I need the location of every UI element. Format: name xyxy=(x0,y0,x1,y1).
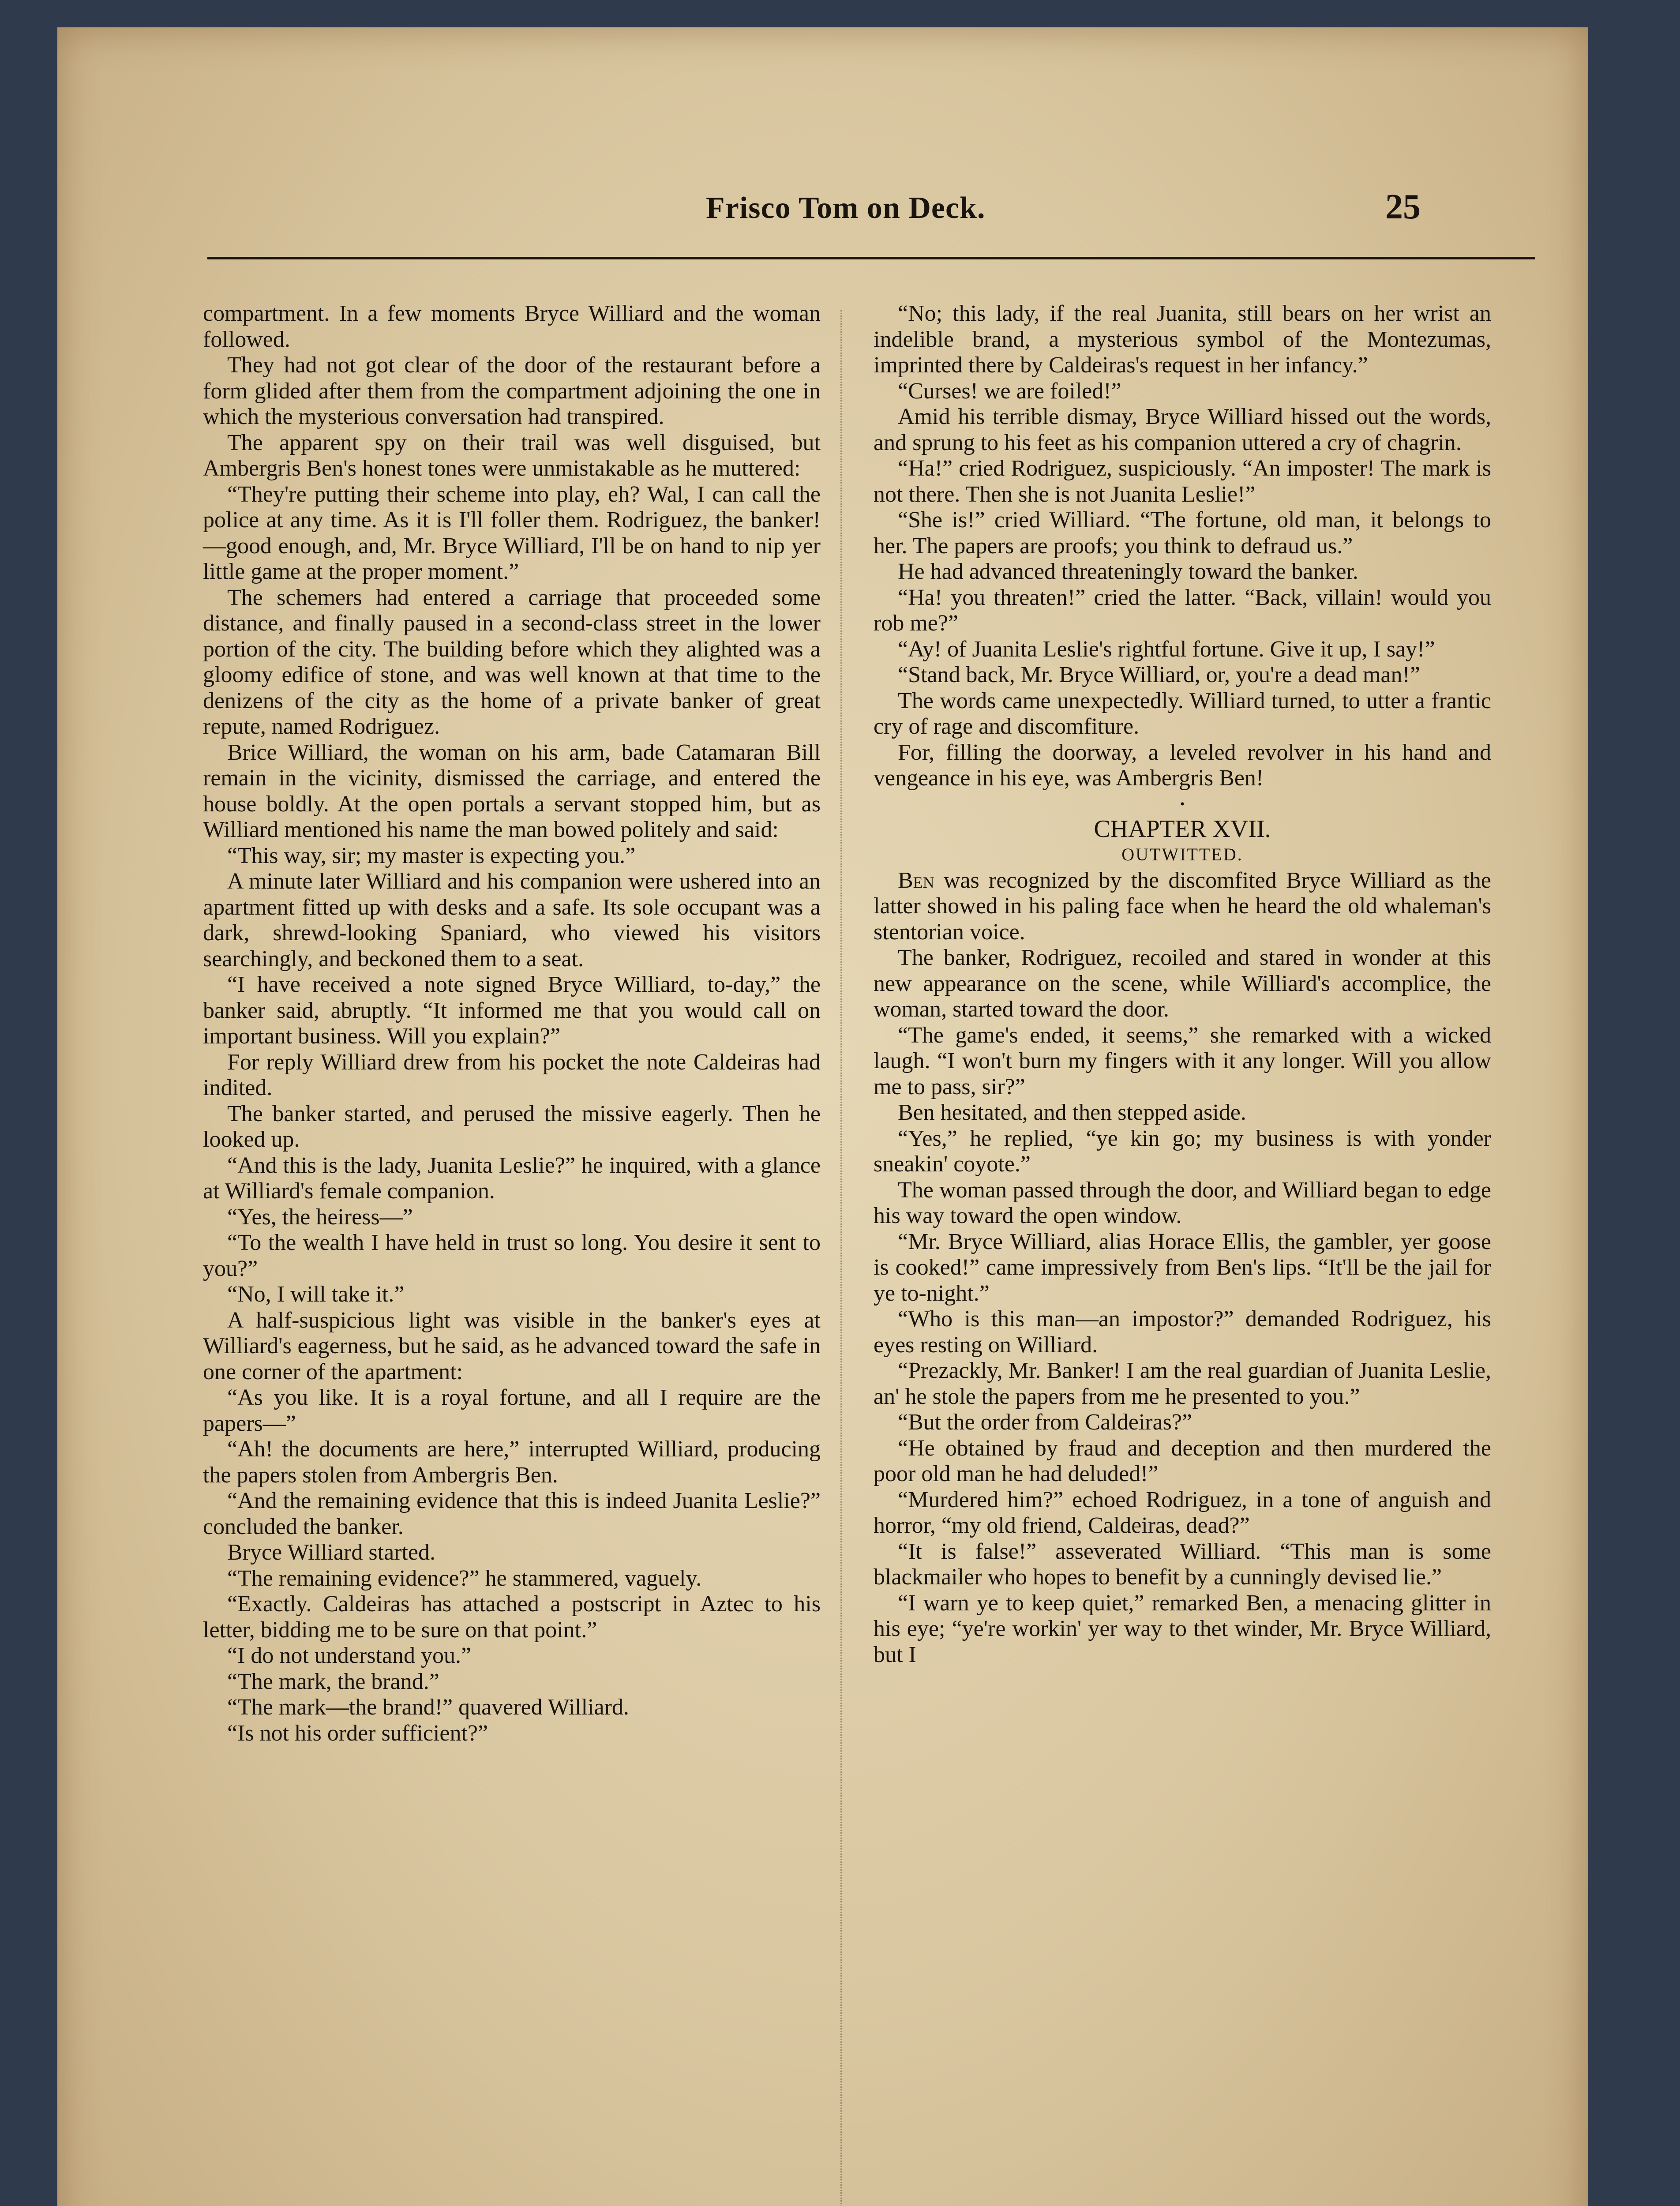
paragraph: “And this is the lady, Juanita Leslie?” he inquired, with a glance at Williard's female companion. xyxy=(203,1152,821,1204)
paragraph: “Who is this man—an impostor?” demanded Rodriguez, his eyes resting on Williard. xyxy=(874,1306,1491,1358)
paragraph: “She is!” cried Williard. “The fortune, old man, it belongs to her. The papers are proofs; you think to defraud us.” xyxy=(874,507,1491,559)
paragraph: “Mr. Bryce Williard, alias Horace Ellis, the gambler, yer goose is cooked!” came impressively from Ben's lips. “It'll be the jail for ye to-night.” xyxy=(874,1229,1491,1306)
paragraph: “I have received a note signed Bryce Williard, to-day,” the banker said, abruptly. “It informed me that you would call on important business. Will you explain?” xyxy=(203,972,821,1049)
paragraph: “Is not his order sufficient?” xyxy=(227,1720,488,1746)
chapter-opening-paragraph xyxy=(874,868,1491,945)
paragraph: compartment. In a few moments Bryce Williard and the woman followed. xyxy=(203,301,821,352)
paragraph: A half-suspicious light was visible in the banker's eyes at Williard's eagerness, but he said, as he advanced toward the safe in one corner of the apartment: xyxy=(203,1307,821,1384)
paragraph: “Yes,” he replied, “ye kin go; my business is with yonder sneakin' coyote.” xyxy=(874,1126,1491,1177)
paragraph: “To the wealth I have held in trust so long. You desire it sent to you?” xyxy=(203,1230,821,1281)
paragraph: A minute later Williard and his companion were ushered into an apartment fitted up with desks and a safe. Its sole occupant was a dark, shrewd-looking Spaniard, who viewed his visitors searchingly, and beckoned them to a seat. xyxy=(203,869,821,972)
drop-word: Ben xyxy=(898,867,934,893)
paragraph: He had advanced threateningly toward the banker. xyxy=(898,559,1358,584)
page-number: 25 xyxy=(1385,188,1421,226)
paragraph: “Ha!” cried Rodriguez, suspiciously. “An imposter! The mark is not there. Then she is not Juanita Leslie!” xyxy=(874,456,1491,507)
paragraph: The schemers had entered a carriage that proceeded some distance, and finally paused in a second-class street in the lower portion of the city. The building before which they alighted was a gloomy edifice of stone, and was well known at that time to the denizens of the city as the home of a private banker of great repute, named Rodriguez. xyxy=(203,585,821,739)
paragraph: “The mark—the brand!” quavered Williard. xyxy=(227,1695,629,1720)
paragraph: “This way, sir; my master is expecting you.” xyxy=(227,843,636,868)
paragraph: Amid his terrible dismay, Bryce Williard hissed out the words, and sprung to his feet as his companion uttered a cry of chagrin. xyxy=(874,404,1491,455)
column-divider xyxy=(840,310,842,2206)
paragraph: “Exactly. Caldeiras has attached a postscript in Aztec to his letter, bidding me to be sure on that point.” xyxy=(203,1591,821,1643)
paragraph: “Curses! we are foiled!” xyxy=(898,378,1121,404)
paragraph: The apparent spy on their trail was well disguised, but Ambergris Ben's honest tones were unmistakable as he muttered: xyxy=(203,430,821,481)
paragraph: “And the remaining evidence that this is indeed Juanita Leslie?” concluded the banker. xyxy=(203,1488,821,1539)
paragraph: “He obtained by fraud and deception and then murdered the poor old man he had deluded!” xyxy=(874,1435,1491,1486)
paragraph: “Ah! the documents are here,” interrupted Williard, producing the papers stolen from Ambergris Ben. xyxy=(203,1437,821,1488)
paragraph: “Prezackly, Mr. Banker! I am the real guardian of Juanita Leslie, an' he stole the papers from me he presented to you.” xyxy=(874,1358,1491,1409)
header-rule xyxy=(207,257,1535,259)
paragraph: “I warn ye to keep quiet,” remarked Ben, a menacing glitter in his eye; “ye're workin' yer way to thet winder, Mr. Bryce Williard, but I xyxy=(874,1590,1491,1667)
opening-text: was recognized by the discomfited Bryce Williard as the latter showed in his paling face when he heard the old whaleman's stentorian voice. xyxy=(874,867,1491,945)
chapter-heading: CHAPTER XVII. xyxy=(1094,815,1271,843)
paragraph: “No; this lady, if the real Juanita, still bears on her wrist an indelible brand, a mysterious symbol of the Montezumas, imprinted there by Caldeiras's request in her infancy.” xyxy=(874,301,1491,378)
paragraph: “Stand back, Mr. Bryce Williard, or, you're a dead man!” xyxy=(898,662,1420,687)
paragraph: “It is false!” asseverated Williard. “This man is some blackmailer who hopes to benefit by a cunningly devised lie.” xyxy=(874,1538,1491,1590)
paragraph: Bryce Williard started. xyxy=(227,1540,436,1565)
paragraph: For, filling the doorway, a leveled revolver in his hand and vengeance in his eye, was Ambergris Ben! xyxy=(874,739,1491,791)
book-page xyxy=(57,27,1588,2206)
right-column xyxy=(874,301,1491,1668)
paragraph: “Yes, the heiress—” xyxy=(227,1204,413,1230)
left-column xyxy=(203,301,821,1746)
paragraph: Ben hesitated, and then stepped aside. xyxy=(898,1100,1246,1125)
paragraph: The words came unexpectedly. Williard turned, to utter a frantic cry of rage and discomfiture. xyxy=(874,688,1491,739)
section-divider: • xyxy=(1180,796,1185,811)
paragraph: The banker started, and perused the missive eagerly. Then he looked up. xyxy=(203,1101,821,1152)
paragraph: “They're putting their scheme into play, eh? Wal, I can call the police at any time. As it is I'll foller them. Rodriguez, the banker!—good enough, and, Mr. Bryce Williard, I'll be on hand to nip yer little game at the proper moment.” xyxy=(203,481,821,584)
paragraph: “Murdered him?” echoed Rodriguez, in a tone of anguish and horror, “my old friend, Caldeiras, dead?” xyxy=(874,1487,1491,1538)
paragraph: “The mark, the brand.” xyxy=(227,1669,439,1694)
paragraph: The woman passed through the door, and Williard began to edge his way toward the open window. xyxy=(874,1177,1491,1228)
paragraph: “The remaining evidence?” he stammered, vaguely. xyxy=(227,1565,702,1591)
chapter-title: OUTWITTED. xyxy=(1121,844,1243,864)
paragraph: “The game's ended, it seems,” she remarked with a wicked laugh. “I won't burn my fingers with it any longer. Will you allow me to pass, sir?” xyxy=(874,1022,1491,1099)
running-title: Frisco Tom on Deck. xyxy=(706,191,986,225)
paragraph: “Ay! of Juanita Leslie's rightful fortune. Give it up, I say!” xyxy=(898,636,1435,662)
paragraph: “No, I will take it.” xyxy=(227,1282,405,1307)
paragraph: They had not got clear of the door of the restaurant before a form glided after them from the compartment adjoining the one in which the mysterious conversation had transpired. xyxy=(203,353,821,429)
paragraph: “Ha! you threaten!” cried the latter. “Back, villain! would you rob me?” xyxy=(874,585,1491,636)
paragraph: “I do not understand you.” xyxy=(227,1643,472,1668)
paragraph: For reply Williard drew from his pocket the note Caldeiras had indited. xyxy=(203,1049,821,1100)
paragraph: The banker, Rodriguez, recoiled and stared in wonder at this new appearance on the scene, while Williard's accomplice, the woman, started toward the door. xyxy=(874,945,1491,1022)
paragraph: Brice Williard, the woman on his arm, bade Catamaran Bill remain in the vicinity, dismissed the carriage, and entered the house boldly. At the open portals a servant stopped him, but as Williard mentioned his name the man bowed politely and said: xyxy=(203,739,821,842)
page-header xyxy=(207,188,1535,261)
paragraph: “But the order from Caldeiras?” xyxy=(898,1410,1192,1435)
paragraph: “As you like. It is a royal fortune, and all I require are the papers—” xyxy=(203,1385,821,1436)
